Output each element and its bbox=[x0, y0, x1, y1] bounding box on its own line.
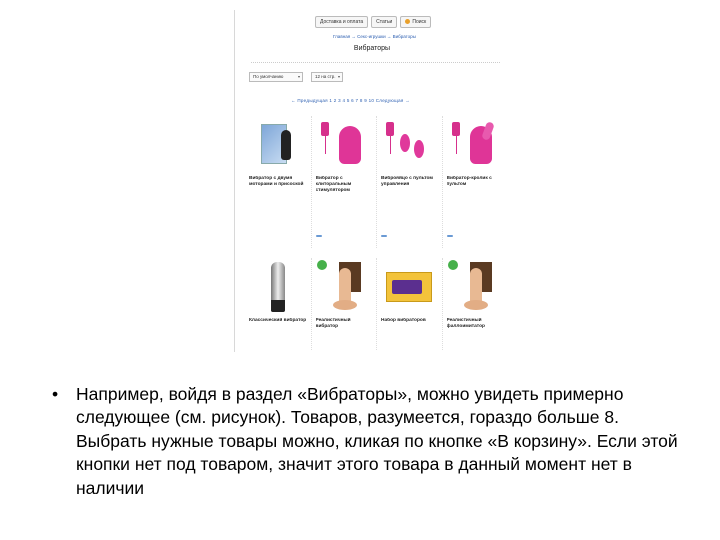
shop-tabs bbox=[315, 16, 431, 28]
product-desc bbox=[447, 332, 504, 342]
add-to-cart-button[interactable] bbox=[447, 235, 453, 237]
product-name[interactable]: Вибратор-кролик с пультом bbox=[446, 176, 492, 187]
badge-icon bbox=[317, 260, 327, 270]
product-name[interactable]: Реалистичный вибратор bbox=[315, 318, 351, 329]
tab-delivery[interactable]: Доставка и оплата bbox=[315, 16, 368, 28]
product-card[interactable] bbox=[376, 258, 442, 350]
product-desc bbox=[316, 332, 373, 342]
product-desc bbox=[316, 202, 373, 224]
product-desc bbox=[249, 202, 307, 224]
product-image[interactable] bbox=[448, 118, 502, 172]
product-image[interactable] bbox=[382, 118, 436, 172]
add-to-cart-button[interactable] bbox=[316, 235, 322, 237]
product-desc bbox=[381, 332, 438, 342]
product-image[interactable] bbox=[317, 260, 371, 314]
badge-icon bbox=[448, 260, 458, 270]
product-desc bbox=[381, 202, 438, 224]
product-image[interactable] bbox=[251, 118, 305, 172]
shop-screenshot bbox=[234, 10, 508, 352]
product-name[interactable]: Виброяйцо с пультом управления bbox=[381, 176, 433, 187]
product-card[interactable] bbox=[311, 116, 377, 248]
product-card[interactable] bbox=[442, 116, 508, 248]
product-name[interactable]: Набор вибраторов bbox=[381, 318, 426, 323]
chevron-down-icon: ▾ bbox=[337, 74, 340, 79]
tab-search[interactable]: Поиск bbox=[400, 16, 431, 28]
product-name[interactable]: Вибратор с клиторальным стимулятором bbox=[315, 176, 352, 193]
product-name[interactable]: Классический вибратор bbox=[249, 318, 307, 323]
product-card[interactable] bbox=[311, 258, 377, 350]
product-name[interactable]: Вибратор с двумя моторами и присоской bbox=[249, 176, 304, 187]
product-card[interactable] bbox=[245, 116, 311, 248]
paragraph-text: Например, войдя в раздел «Вибраторы», можно увидеть примерно следующее (см. рисунок). Товаров, разумеется, гораздо больше 8. Выбрать нужные товары можно, кликая по кнопке «В корзину». Если этой кнопки нет под товаром, значит этого товара в данный момент нет в наличии bbox=[76, 384, 678, 498]
bullet-marker: • bbox=[52, 384, 59, 404]
product-image[interactable] bbox=[448, 260, 502, 314]
divider bbox=[251, 62, 500, 63]
tab-articles[interactable]: Статьи bbox=[371, 16, 397, 28]
product-image[interactable] bbox=[317, 118, 371, 172]
per-page-select[interactable]: 12 на стр. ▾ bbox=[311, 72, 343, 82]
product-image[interactable] bbox=[382, 260, 436, 314]
search-icon bbox=[405, 19, 410, 24]
product-row bbox=[245, 116, 507, 248]
product-card[interactable] bbox=[376, 116, 442, 248]
body-paragraph bbox=[58, 383, 678, 500]
breadcrumb[interactable]: Главная → Секс-игрушки → Вибраторы bbox=[333, 34, 416, 39]
sort-select[interactable]: По умолчанию ▾ bbox=[249, 72, 303, 82]
product-desc bbox=[249, 332, 307, 342]
product-card[interactable] bbox=[442, 258, 508, 350]
product-image[interactable] bbox=[251, 260, 305, 314]
product-desc bbox=[447, 202, 504, 224]
product-row bbox=[245, 258, 507, 350]
product-card[interactable] bbox=[245, 258, 311, 350]
page-title: Вибраторы bbox=[353, 45, 391, 52]
add-to-cart-button[interactable] bbox=[381, 235, 387, 237]
product-name[interactable]: Реалистичный фаллоимитатор bbox=[446, 318, 485, 329]
chevron-down-icon: ▾ bbox=[297, 74, 300, 79]
pagination[interactable]: ← Предыдущая 1 2 3 4 5 6 7 8 9 10 Следующая → bbox=[291, 98, 410, 103]
